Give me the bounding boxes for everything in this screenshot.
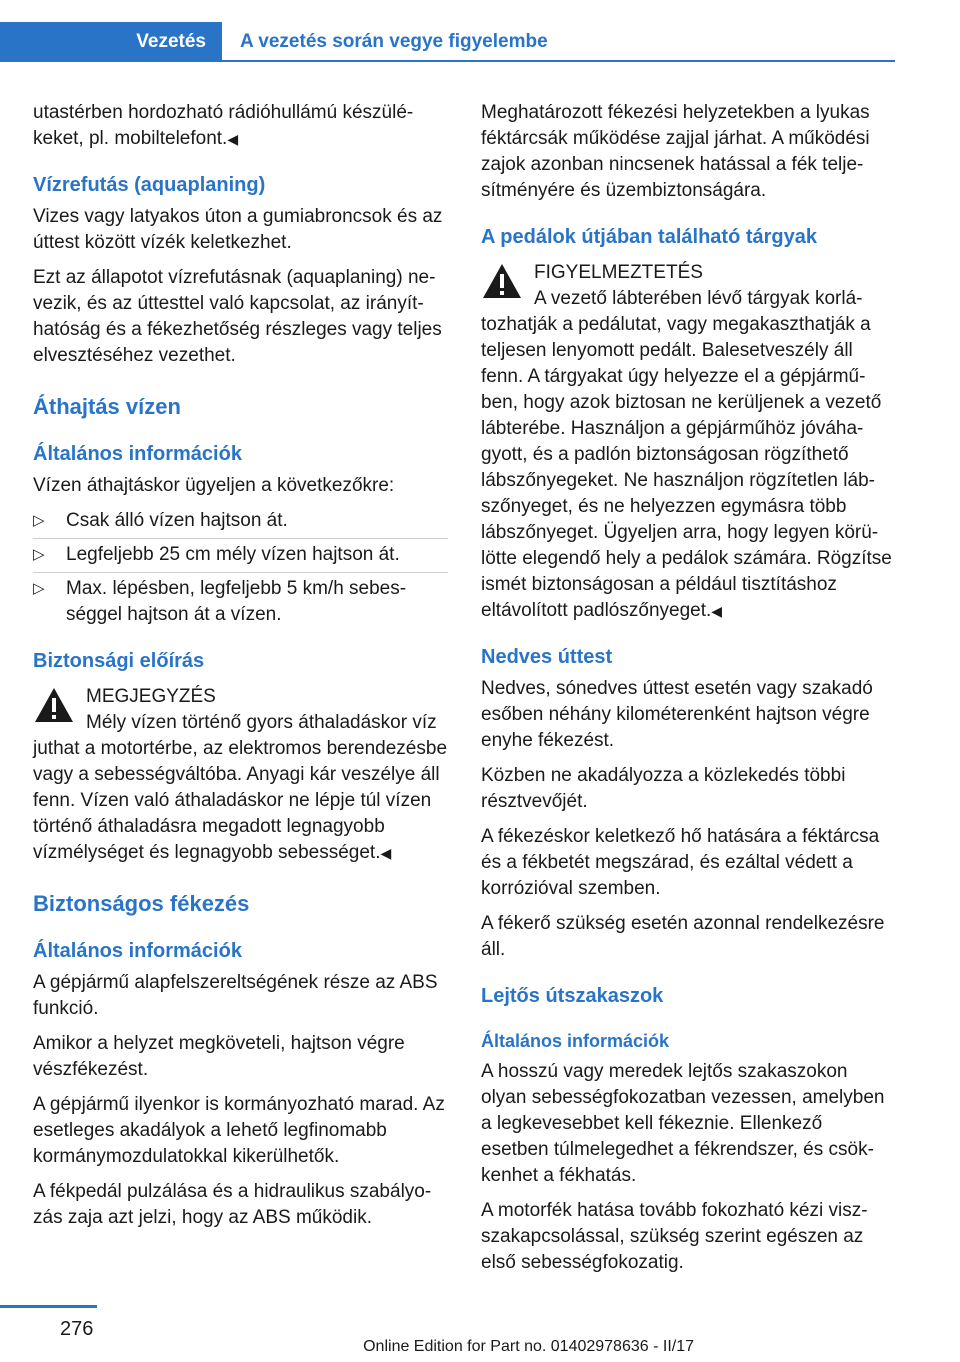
list-item-text: Max. lépésben, legfeljebb 5 km/h sebességgel hajtson át a vízen. [66,578,407,625]
paragraph: Vízen áthajtáskor ügyeljen a következőkre: [33,475,395,496]
list-item-text: Csak álló vízen hajtson át. [66,510,288,531]
paragraph: A fékpedál pulzálása és a hidraulikus szabályozás zaja azt jelzi, hogy az ABS működik. [33,1181,432,1228]
warning-heading: FIGYELMEZTETÉS [534,262,703,283]
footer-rule [0,1305,97,1308]
heading-water-crossing: Áthajtás vízen [33,394,181,419]
paragraph: A fékezéskor keletkező hő hatására a féktárcsa és a fékbetét megszárad, és ezáltal védett a korrózióval szemben. [481,826,880,899]
paragraph: A motorfék hatása tovább fokozható kézi viszszakapcsolással, szükség szerint egészen az első sebességfokozatig. [481,1200,868,1273]
list-item [33,576,448,628]
paragraph: A fékerő szükség esetén azonnal rendelkezésre áll. [481,913,885,960]
heading-general-info: Általános információk [481,1031,670,1051]
right-column [481,100,895,1285]
paragraph: Ezt az állapotot vízrefutásnak (aquaplaning) nevezik, és az úttesttel való kapcsolat, az irányíthatóság és a fékezhetőség részleges vagy teljes elvesztéséhez vezethet. [33,267,442,366]
warning-body [481,286,895,624]
list-item [33,542,448,568]
paragraph: Vizes vagy latyakos úton a gumiabroncsok és az úttest között vízék keletkezhet. [33,206,443,253]
list-item [33,508,448,534]
warning-text: A vezető lábterében lévő tárgyak korlátozhatják a pedálutat, vagy megakaszthatják a teljesen lenyomott pedált. Balesetveszély áll fenn. A tárgyakat úgy helyezze el a gépjárműben, hogy azok biztosan ne kerüljenek a vezető lábterébe. Használjon a gépjárműhöz jóváhagyott, és a padlón biztonságosan rögzíthető lábszőnyegeket. Ne használjon rögzítetlen lábszőnyeget, és ne helyezzen egymásra több lábszőnyeget. Ügyeljen arra, hogy legyen körülötte elegendő hely a pedálok számára. Rögzítse ismét biztonságosan a például tisztításhoz eltávolított padlószőnyeget. [481,288,892,621]
page-number: 276 [60,1318,94,1340]
bullet-list [33,508,448,628]
edition-note: Online Edition for Part no. 01402978636 - II/17 [363,1338,694,1355]
paragraph: Közben ne akadályozza a közlekedés többi résztvevőjét. [481,765,846,812]
heading-general-info: Általános információk [33,443,242,465]
end-marker-icon: ◀ [380,845,392,861]
section-title: A vezetés során vegye figyelembe [240,31,548,52]
paragraph: A gépjármű alapfelszereltségének része az ABS funkció. [33,972,438,1019]
header-bar [222,22,895,62]
heading-downhill: Lejtős útszakaszok [481,985,664,1007]
page-header [0,22,895,62]
notice-block [33,684,448,866]
heading-pedal-objects: A pedálok útjában található tárgyak [481,226,818,248]
list-item-text: Legfeljebb 25 cm mély vízen hajtson át. [66,544,400,565]
paragraph: Amikor a helyzet megköveteli, hajtson végre vészfékezést. [33,1033,405,1080]
paragraph: A gépjármű ilyenkor is kormányozható marad. Az esetleges akadályok a lehető legfinomabb kormánymozdulatokkal kikerülhetők. [33,1094,445,1167]
paragraph: Nedves, sónedves úttest esetén vagy szakadó esőben néhány kilométerenként hajtson végre enyhe fékezést. [481,678,873,751]
notice-text: Mély vízen történő gyors áthaladáskor víz juthat a motortérbe, az elektromos berendezésbe vagy a sebességváltóba. Anyagi kár veszélye áll fenn. Vízen való áthaladáskor ne lépje túl vízen történő áthaladásra megadott legnagyobb vízmélységet és legnagyobb sebességet. [33,712,448,863]
heading-safe-braking: Biztonságos fékezés [33,891,250,916]
divider [33,538,448,539]
divider [33,572,448,573]
paragraph: Meghatározott fékezési helyzetekben a lyukas féktárcsák működése zajjal járhat. A működési zajok azonban nincsenek hatással a fék teljesítményére és üzembiztonságára. [481,102,870,201]
chapter-tab: Vezetés [0,22,222,62]
end-marker-icon: ◀ [227,131,239,147]
warning-block [481,260,895,624]
heading-aquaplaning: Vízrefutás (aquaplaning) [33,174,266,196]
left-column [33,100,448,1240]
heading-safety-note: Biztonsági előírás [33,650,205,672]
warning-triangle-icon [33,686,75,724]
intro-text: utastérben hordozható rádióhullámú készülékeket, pl. mobiltelefont. [33,102,414,149]
warning-triangle-icon [481,262,523,300]
heading-general-info: Általános információk [33,940,242,962]
notice-body [33,710,448,866]
heading-wet-road: Nedves úttest [481,646,613,668]
notice-heading: MEGJEGYZÉS [86,686,216,707]
paragraph: A hosszú vagy meredek lejtős szakaszokon olyan sebességfokozatban vezessen, amelyben a legkevesebbet kell fékeznie. Ellenkező esetben túlmelegedhet a fékrendszer, és csökkenhet a fékhatás. [481,1061,885,1186]
end-marker-icon: ◀ [711,603,723,619]
intro-paragraph [33,100,448,152]
